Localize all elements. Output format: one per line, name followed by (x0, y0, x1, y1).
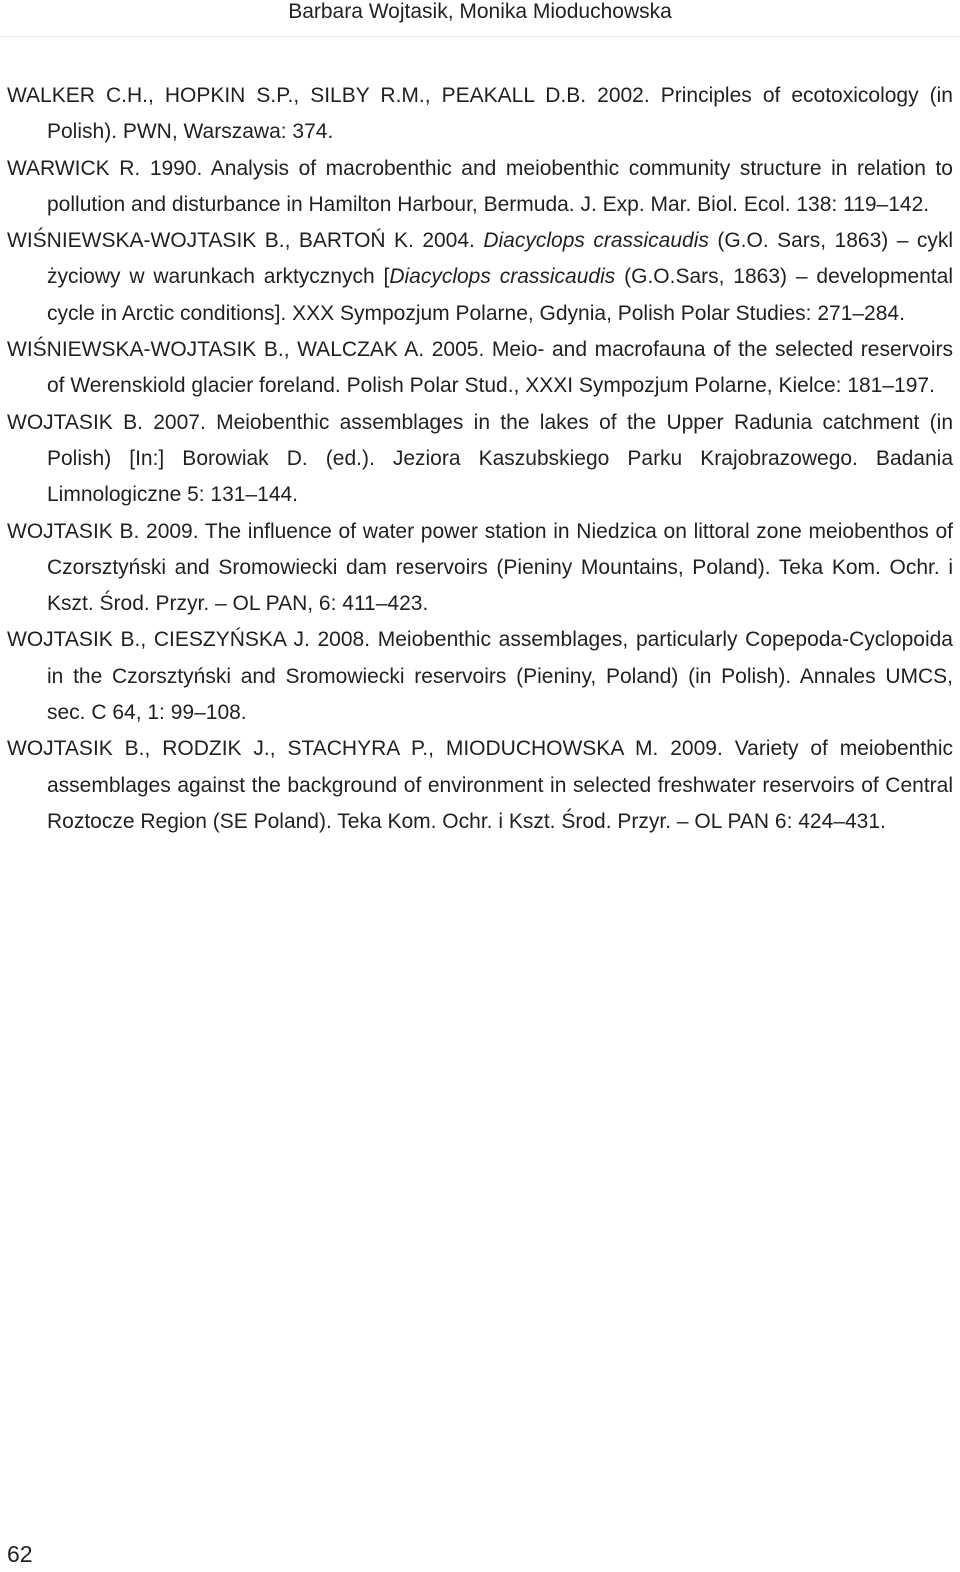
running-header (0, 0, 960, 32)
reference-item (7, 78, 953, 151)
reference-authors: WOJTASIK B. 2009. (7, 519, 199, 543)
reference-text: Meiobenthic assemblages, particularly Copepoda-Cyclopoida in the Czorsztyński and Sromowiecki reservoirs (Pieniny, Poland) (in Polish). Annales UMCS, sec. C 64, 1: 99–108. (47, 628, 953, 725)
reference-list (7, 78, 953, 840)
reference-item (7, 223, 953, 332)
reference-authors: WOJTASIK B., RODZIK J., STACHYRA P., MIODUCHOWSKA M. 2009. (7, 737, 723, 761)
reference-authors: WOJTASIK B. 2007. (7, 410, 206, 434)
reference-authors: WOJTASIK B., CIESZYŃSKA J. 2008. (7, 628, 371, 652)
reference-authors: WIŚNIEWSKA-WOJTASIK B., WALCZAK A. 2005. (7, 338, 485, 362)
reference-text: Meio- and macrofauna of the selected reservoirs of Werenskiold glacier foreland. Polish Polar Stud., XXXI Sympozjum Polarne, Kielce: 181–197. (47, 338, 953, 398)
reference-item (7, 622, 953, 731)
reference-authors: WARWICK R. 1990. (7, 156, 203, 180)
header-divider (0, 36, 960, 37)
reference-species-name: Diacyclops crassicaudis (483, 229, 709, 253)
page-number: 62 (7, 1541, 33, 1567)
reference-item (7, 514, 953, 623)
reference-text: Meiobenthic assemblages in the lakes of the Upper Radunia catchment (in Polish) [In:] Borowiak D. (ed.). Jeziora Kaszubskiego Parku Krajobrazowego. Badania Limnologiczne 5: 131–144. (47, 410, 953, 507)
reference-item (7, 731, 953, 840)
running-title: Barbara Wojtasik, Monika Mioduchowska (288, 0, 672, 23)
reference-item (7, 332, 953, 405)
reference-text-mid: (G.O. Sars, 1863) – cykl życiowy w warunkach arktycznych [ (47, 229, 954, 289)
reference-text: Principles of ecotoxicology (in Polish). PWN, Warszawa: 374. (47, 84, 953, 144)
reference-text: The influence of water power station in Niedzica on littoral zone meiobenthos of Czorsztyński and Sromowiecki dam reservoirs (Pieniny Mountains, Poland). Teka Kom. Ochr. i Kszt. Środ. Przyr. – OL PAN, 6: 411–423. (47, 519, 954, 616)
reference-species-name-2: Diacyclops crassicaudis (389, 265, 616, 289)
reference-text: Variety of meiobenthic assemblages against the background of environment in selected freshwater reservoirs of Central Roztocze Region (SE Poland). Teka Kom. Ochr. i Kszt. Środ. Przyr. – OL PAN 6: 424–431. (47, 737, 953, 833)
reference-item (7, 151, 953, 224)
reference-authors: WIŚNIEWSKA-WOJTASIK B., BARTOŃ K. 2004. (7, 229, 475, 253)
reference-text: Analysis of macrobenthic and meiobenthic community structure in relation to pollution and disturbance in Hamilton Harbour, Bermuda. J. Exp. Mar. Biol. Ecol. 138: 119–142. (47, 156, 953, 216)
reference-text: (G.O.Sars, 1863) – developmental cycle in Arctic conditions]. XXX Sympozjum Polarne, Gdynia, Polish Polar Studies: 271–284. (47, 265, 953, 325)
reference-item (7, 405, 953, 514)
reference-authors: WALKER C.H., HOPKIN S.P., SILBY R.M., PEAKALL D.B. 2002. (7, 84, 650, 107)
